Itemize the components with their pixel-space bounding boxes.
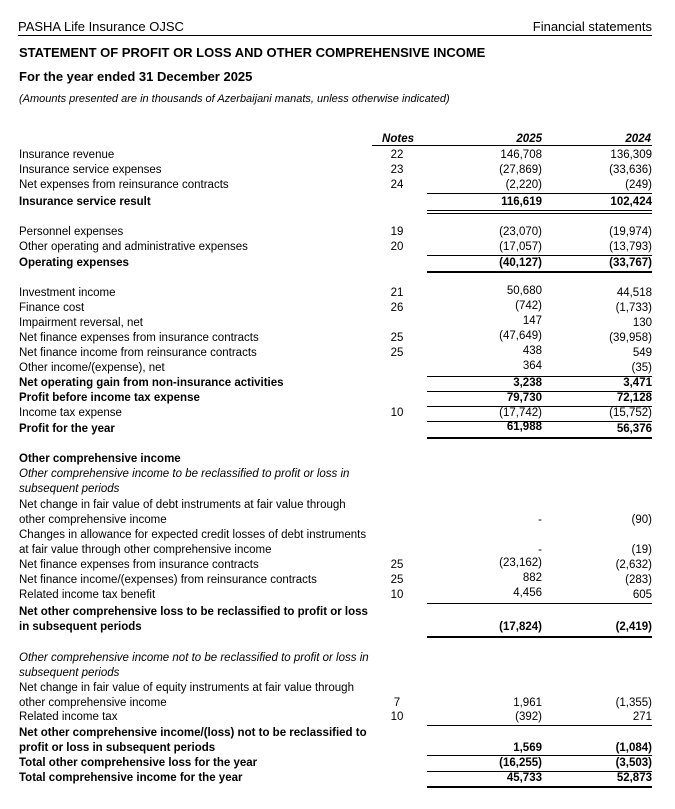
row-value-2025: (742) <box>515 300 542 312</box>
table-row-total <box>19 422 652 437</box>
row-label: Changes in allowance for expected credit losses of debt instruments at fair value through other comprehensive income <box>19 529 367 556</box>
table-row <box>19 681 652 711</box>
row-value-2025: 50,680 <box>506 285 542 297</box>
table-row <box>19 286 652 301</box>
table-row <box>19 528 652 558</box>
row-value-2025: (23,070) <box>499 226 542 238</box>
row-label: Income tax expense <box>19 407 122 419</box>
subtotal-rule <box>427 603 652 604</box>
row-label: Other comprehensive income to be reclassified to profit or loss in subsequent periods <box>19 468 350 495</box>
row-value-2024: (35) <box>631 362 652 374</box>
row-value-2024: 44,518 <box>616 287 652 299</box>
row-note: 10 <box>390 407 404 419</box>
table-row-total <box>19 756 652 771</box>
row-value-2025: (392) <box>515 711 542 723</box>
column-header-2024: 2024 <box>625 133 651 145</box>
row-label: Insurance service result <box>19 196 151 208</box>
row-value-2024: (39,958) <box>609 332 652 344</box>
row-value-2024: (90) <box>631 514 652 526</box>
row-value-2025: 1,961 <box>513 697 542 709</box>
table-row-total <box>19 726 652 756</box>
row-label: Net other comprehensive loss to be reclassified to profit or loss in subsequent periods <box>19 606 368 633</box>
row-label: Profit before income tax expense <box>19 392 200 404</box>
page-header <box>18 19 652 36</box>
row-label: Finance cost <box>19 302 85 314</box>
row-note: 23 <box>390 164 404 176</box>
row-value-2024: (19) <box>631 544 652 556</box>
row-note: 24 <box>390 179 404 191</box>
row-value-2024: 271 <box>632 711 652 723</box>
row-value-2024: (1,084) <box>615 742 652 754</box>
row-value-2024: 3,471 <box>623 377 652 389</box>
row-note: 25 <box>390 332 404 344</box>
row-note: 19 <box>390 226 404 238</box>
row-value-2024: (13,793) <box>609 241 652 253</box>
row-value-2024: (3,503) <box>615 757 652 769</box>
row-value-2025: (23,162) <box>499 557 542 569</box>
row-value-2024: (15,752) <box>609 407 652 419</box>
column-header-notes: Notes <box>382 133 414 145</box>
row-label: Net operating gain from non-insurance activities <box>19 377 284 389</box>
row-value-2024: (2,632) <box>615 559 652 571</box>
row-label: Net change in fair value of equity instruments at fair value through other comprehensive income <box>19 682 354 709</box>
row-note: 25 <box>390 574 404 586</box>
row-value-2025: 1,569 <box>513 742 542 754</box>
row-value-2024: (19,974) <box>609 226 652 238</box>
row-value-2025: (17,824) <box>499 621 542 633</box>
row-note: 22 <box>390 149 404 161</box>
table-row-total <box>19 605 652 635</box>
table-row <box>19 361 652 376</box>
row-value-2025: 364 <box>522 360 542 372</box>
row-value-2025: 147 <box>522 315 542 327</box>
table-row <box>19 573 652 588</box>
row-note: 10 <box>390 589 404 601</box>
row-value-2025: 438 <box>522 345 542 357</box>
row-value-2025: 3,238 <box>513 377 542 389</box>
row-value-2025: 45,733 <box>506 772 542 784</box>
row-value-2024: 549 <box>632 347 652 359</box>
table-row <box>19 406 652 421</box>
amounts-note: (Amounts presented are in thousands of Azerbaijani manats, unless otherwise indicated) <box>19 93 450 105</box>
company-name: PASHA Life Insurance OJSC <box>18 19 184 34</box>
row-label: Net finance expenses from insurance contracts <box>19 559 259 571</box>
table-row <box>19 498 652 528</box>
row-note: 20 <box>390 241 404 253</box>
row-label: Net finance expenses from insurance contracts <box>19 332 259 344</box>
row-label: Other comprehensive income not to be reclassified to profit or loss in subsequent periods <box>19 652 369 679</box>
row-value-2025: 61,988 <box>506 421 542 433</box>
row-value-2024: 102,424 <box>610 196 652 208</box>
subsection-heading <box>19 467 652 497</box>
table-row <box>19 301 652 316</box>
row-label: Net change in fair value of debt instruments at fair value through other comprehensive income <box>19 499 346 526</box>
table-row-total <box>19 195 652 210</box>
row-value-2025: 116,619 <box>501 196 542 208</box>
statement-title: STATEMENT OF PROFIT OR LOSS AND OTHER COMPREHENSIVE INCOME <box>19 45 486 60</box>
row-value-2025: (47,649) <box>499 330 542 342</box>
row-value-2024: 52,873 <box>616 772 652 784</box>
table-row <box>19 178 652 193</box>
row-value-2025: 146,708 <box>500 149 542 161</box>
row-value-2024: (2,419) <box>615 621 652 633</box>
row-label: Related income tax benefit <box>19 589 156 601</box>
table-row <box>19 558 652 573</box>
table-row <box>19 588 652 603</box>
row-value-2025: 882 <box>522 572 542 584</box>
row-label: Net expenses from reinsurance contracts <box>19 179 229 191</box>
table-row <box>19 148 652 163</box>
total-rule <box>427 437 652 439</box>
row-value-2024: 130 <box>632 317 652 329</box>
row-label: Net finance income from reinsurance contracts <box>19 347 257 359</box>
row-value-2025: (40,127) <box>499 257 542 269</box>
row-value-2024: (33,767) <box>609 257 652 269</box>
row-value-2024: (249) <box>625 179 652 191</box>
row-label: Investment income <box>19 287 116 299</box>
row-value-2024: (33,636) <box>609 164 652 176</box>
row-label: Other comprehensive income <box>19 453 181 465</box>
row-value-2024: 136,309 <box>610 149 652 161</box>
row-value-2024: 72,128 <box>616 392 652 404</box>
subsection-heading <box>19 651 652 681</box>
row-note: 25 <box>390 347 404 359</box>
row-label: Net finance income/(expenses) from reinsurance contracts <box>19 574 317 586</box>
row-label: Profit for the year <box>19 423 115 435</box>
row-label: Impairment reversal, net <box>19 317 143 329</box>
section-heading <box>19 452 652 467</box>
row-value-2025: (16,255) <box>499 757 542 769</box>
row-value-2024: (283) <box>625 574 652 586</box>
row-note: 10 <box>390 711 404 723</box>
total-rule <box>427 271 652 273</box>
row-note: 21 <box>390 287 404 299</box>
row-note: 25 <box>390 559 404 571</box>
row-value-2025: - <box>538 514 542 526</box>
total-rule <box>427 786 652 788</box>
row-value-2024: (1,733) <box>615 302 652 314</box>
row-value-2024: (1,355) <box>615 697 652 709</box>
table-row <box>19 316 652 331</box>
row-value-2025: (2,220) <box>505 179 542 191</box>
row-value-2024: 605 <box>632 589 652 601</box>
section-name: Financial statements <box>532 19 652 34</box>
table-row <box>19 331 652 346</box>
table-row-total <box>19 376 652 391</box>
row-label: Total other comprehensive loss for the year <box>19 757 258 769</box>
row-label: Insurance revenue <box>19 149 115 161</box>
total-rule <box>427 636 652 638</box>
row-label: Net other comprehensive income/(loss) not to be reclassified to profit or loss in subsequent periods <box>19 727 367 754</box>
row-note: 26 <box>390 302 404 314</box>
table-row <box>19 710 652 725</box>
row-label: Operating expenses <box>19 257 129 269</box>
table-row <box>19 163 652 178</box>
row-value-2025: - <box>538 544 542 556</box>
row-label: Other income/(expense), net <box>19 362 165 374</box>
table-row <box>19 225 652 240</box>
table-row-total <box>19 256 652 271</box>
table-row <box>19 240 652 255</box>
row-value-2025: 79,730 <box>506 392 542 404</box>
row-value-2025: (17,057) <box>499 241 542 253</box>
row-label: Total comprehensive income for the year <box>19 772 243 784</box>
table-row <box>19 346 652 361</box>
row-value-2025: (27,869) <box>499 164 542 176</box>
double-total-rule <box>427 210 652 214</box>
row-label: Related income tax <box>19 711 118 723</box>
row-label: Personnel expenses <box>19 226 124 238</box>
row-label: Other operating and administrative expenses <box>19 241 248 253</box>
row-value-2024: 56,376 <box>616 423 652 435</box>
column-header-2025: 2025 <box>516 133 542 145</box>
subtotal-rule <box>427 193 652 194</box>
row-note: 7 <box>393 697 401 709</box>
statement-period: For the year ended 31 December 2025 <box>19 69 253 84</box>
table-row-total <box>19 391 652 406</box>
row-value-2025: (17,742) <box>499 407 542 419</box>
row-value-2025: 4,456 <box>513 587 542 599</box>
header-rule <box>372 145 652 146</box>
row-label: Insurance service expenses <box>19 164 162 176</box>
table-row-total <box>19 771 652 786</box>
